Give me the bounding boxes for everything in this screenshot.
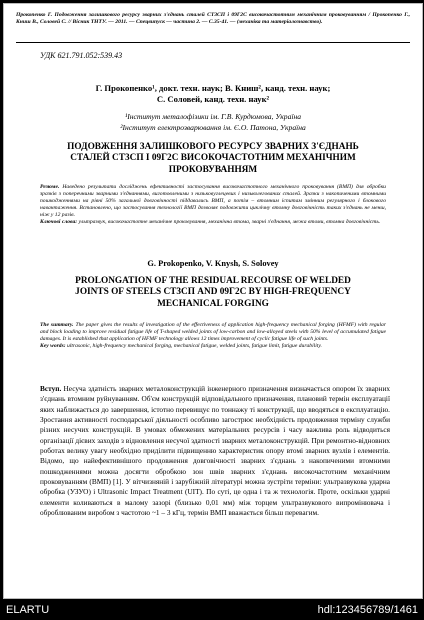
title-ua-line2: СТАЛЕЙ СТ3СП І 09Г2С ВИСОКОЧАСТОТНИМ МЕХАНІЧНИМ (70, 153, 356, 164)
journal-page (3, 3, 423, 599)
body-lead: Вступ. (40, 384, 62, 393)
title-en-line1: PROLONGATION OF THE RESIDUAL RECOURSE OF WELDED (75, 276, 351, 286)
body-text (40, 384, 390, 518)
authors-en: G. Prokopenko, V. Knysh, S. Solovey (147, 259, 279, 268)
title-ua-line1: ПОДОВЖЕННЯ ЗАЛИШКОВОГО РЕСУРСУ ЗВАРНИХ З'ЄДНАНЬ (67, 142, 359, 152)
keywords-ua-label: Ключові слова: (40, 219, 78, 226)
keywords-en-label: Key words: (40, 343, 66, 350)
keywords-ua-text: ультразвук, високочастотне механічне проковування, механічна втома, зварні з'єднання, межа втоми, втомна довговічність. (78, 219, 381, 226)
citation-header: Прокопенко Г. Подовження залишкового ресурсу зварних з'єднань сталей СТ3СП і 09Г2С високочастотним механічним проковуванням / Прокопенко Г., Книш В., Соловей С. // Вісник ТНТУ. — 2011. — Спецвипуск — частина 2. — С.35-41. — (механіка та матеріалознавство). (16, 12, 410, 25)
body-paragraph: Несуча здатність зварних металоконструкцій інженерного призначення визначається опором їх зварних з'єднань втомним руйнуванням. Об'єм конструкцій відповідального призначення, плановий термін експлуатації яких наближається до завершення, істотно перевищує по тоннажу ті конструкції, що вводяться в експлуатацію. Зростання активності господарської діяльності особливо загострює необхідність продовження терміну служби різних несучих конструкцій. В умовах обмежених матеріальних ресурсів і часу важлива роль відводиться організації дієвих заходів з відновлення несучої здатності зварних металоконструкцій. При ремонтно-відновних роботах велику увагу необхідно приділити підвищенню характеристик опору втомі зварних вузлів і елементів. Відомо, що найефективнішого продовження довговічності зварних з'єднань з накопиченими втомними пошкодженнями можна досягти обробкою зон швів зварних з'єднань високочастотним механічним проковуванням (ВМП) [1]. У вітчизняній і зарубіжній літературі можна зустріти терміни: ультразвукова ударна обробка (УЗУО) і Ultrasonic Impact Treatment (UIT). По суті, це одна і та ж технологія. Проте, оскільки ударні елементи коливаються в малому зазорі (близько 0,01 мм) між торцем ультразвукового випромінювача і оброблюваним виробом з частотою ~1 – 3 кГц, термін ВМП вважається більш перевагим. (40, 384, 390, 518)
title-en-line2: JOINTS OF STEELS СТ3СП AND 09Г2С BY HIGH-FREQUENCY (75, 287, 351, 298)
abstract-en-label: The summary. (40, 322, 74, 328)
abstract-en (40, 322, 386, 350)
footer-bar (0, 600, 424, 620)
abstract-en-text: The paper gives the results of investigation of the effectiveness of application high-frequency mechanical forging (HFMF) with regular and block loading to improve residual fatigue life of T-shaped welded joints of low-carbon and low-alloyed steels with 50% level of accumulated fatigue damages. It is established that application of HFMF technology allows 12 times improvement of cyclic fatigue life of such joints. (40, 322, 387, 343)
authors-ua-line2: С. Соловей, канд. техн. наук² (156, 94, 270, 104)
affiliation-2: ²Інститут електрозварювання ім. Є.О. Патона, Україна (120, 123, 306, 132)
udk-code: УДК 621.791.052:539.43 (40, 51, 123, 60)
title-en (24, 276, 402, 310)
authors-ua (24, 83, 402, 105)
abstract-ua-label: Резюме. (40, 184, 60, 190)
authors-ua-line1: Г. Прокопенко¹, докт. техн. наук; В. Книш², канд. техн. наук; (95, 83, 331, 93)
abstract-ua-text: Наведено результати досліджень ефективності застосування високочастотного механічного проковування (ВМП) для обробки зразків з поперечними зварними з'єднаннями, виготовленими з низьковуглецевих і низьколегованих сталей. Зразки з накопиченими втомними пошкодженнями на рівні 50% загальної довговічності піддавались ВМП, а потім – втомним іспитам змінним регулярного і блокового навантаження. Встановлено, що застосування технології ВМП дозволяє подовжити циклічну втомну довговічність таких з'єднань не менш, ніж у 12 разів. (40, 184, 386, 219)
footer-handle: hdl:123456789/1461 (317, 604, 418, 616)
affiliation-1: ¹Інститут металофізики ім. Г.В. Курдюмова, Україна (124, 112, 302, 121)
footer-source: ELARTU (6, 604, 50, 616)
header-rule (16, 42, 410, 43)
title-en-line3: MECHANICAL FORGING (157, 298, 269, 309)
title-ua (24, 142, 402, 176)
title-ua-line3: ПРОКОВУВАННЯМ (168, 164, 258, 175)
keywords-en-text: ultrasonic, high-frequency mechanical forging, mechanical fatigue, welded joints, fatigue limit, fatigue durability. (67, 343, 322, 350)
abstract-ua (40, 184, 386, 227)
